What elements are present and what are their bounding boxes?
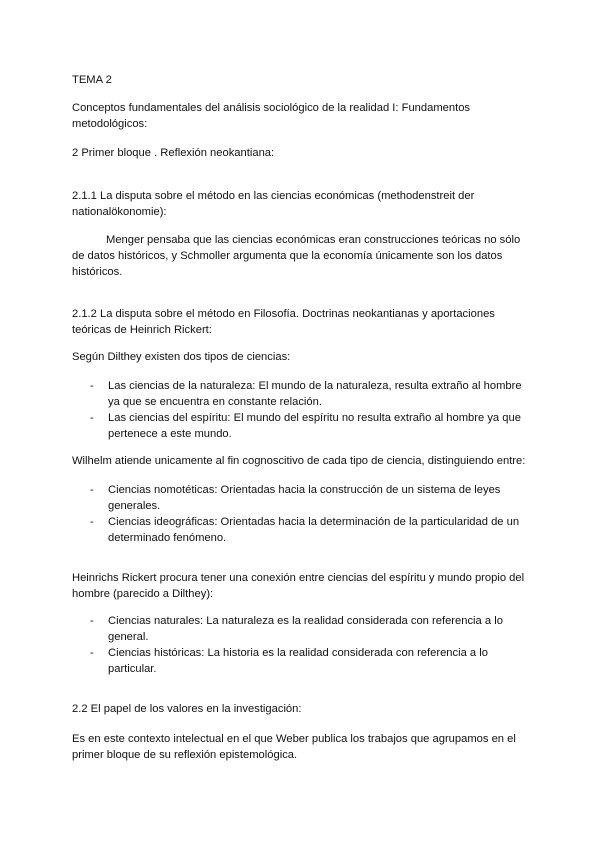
dilthey-list — [72, 378, 532, 442]
wilhelm-list — [72, 482, 532, 546]
list-item: - Ciencias nomotéticas: Orientadas hacia la construcción de un sistema de leyes generales. — [72, 482, 532, 514]
block-heading: 2 Primer bloque . Reflexión neokantiana: — [72, 147, 275, 159]
list-item: - Ciencias naturales: La naturaleza es la realidad considerada con referencia a lo general. — [72, 613, 532, 645]
section-2-2-body: Es en este contexto intelectual en el que Weber publica los trabajos que agrupamos en el primer bloque de su reflexión epistemológica. — [72, 733, 516, 761]
wilhelm-intro: Wilhelm atiende unicamente al fin cognoscitivo de cada tipo de ciencia, distinguiendo entre: — [72, 455, 526, 467]
list-item: - Las ciencias del espíritu: El mundo del espíritu no resulta extraño al hombre ya que pertenece a este mundo. — [72, 410, 532, 442]
section-2-2-heading: 2.2 El papel de los valores en la investigación: — [72, 703, 302, 715]
doc-subtitle: Conceptos fundamentales del análisis sociológico de la realidad I: Fundamentos metodológicos: — [72, 102, 471, 130]
section-2-1-1-heading: 2.1.1 La disputa sobre el método en las ciencias económicas (methodenstreit der nationalökonomie): — [72, 190, 475, 218]
list-item: - Ciencias históricas: La historia es la realidad considerada con referencia a lo particular. — [72, 645, 532, 677]
dilthey-intro: Según Dilthey existen dos tipos de ciencias: — [72, 351, 291, 363]
section-2-1-2-heading: 2.1.2 La disputa sobre el método en Filosofía. Doctrinas neokantianas y aportaciones teóricas de Heinrich Rickert: — [72, 308, 495, 336]
rickert-intro: Heinrichs Rickert procura tener una conexión entre ciencias del espíritu y mundo propio del hombre (parecido a Dilthey): — [72, 572, 525, 600]
rickert-list — [72, 613, 532, 677]
doc-title: TEMA 2 — [72, 74, 112, 86]
list-item: - Ciencias ideográficas: Orientadas hacia la determinación de la particularidad de un determinado fenómeno. — [72, 514, 532, 546]
section-2-1-1-body: Menger pensaba que las ciencias económicas eran construcciones teóricas no sólo de datos históricos, y Schmoller argumenta que la economía únicamente son los datos históricos. — [72, 234, 521, 278]
list-item: - Las ciencias de la naturaleza: El mundo de la naturaleza, resulta extraño al hombre ya que se encuentra en constante relación. — [72, 378, 532, 410]
